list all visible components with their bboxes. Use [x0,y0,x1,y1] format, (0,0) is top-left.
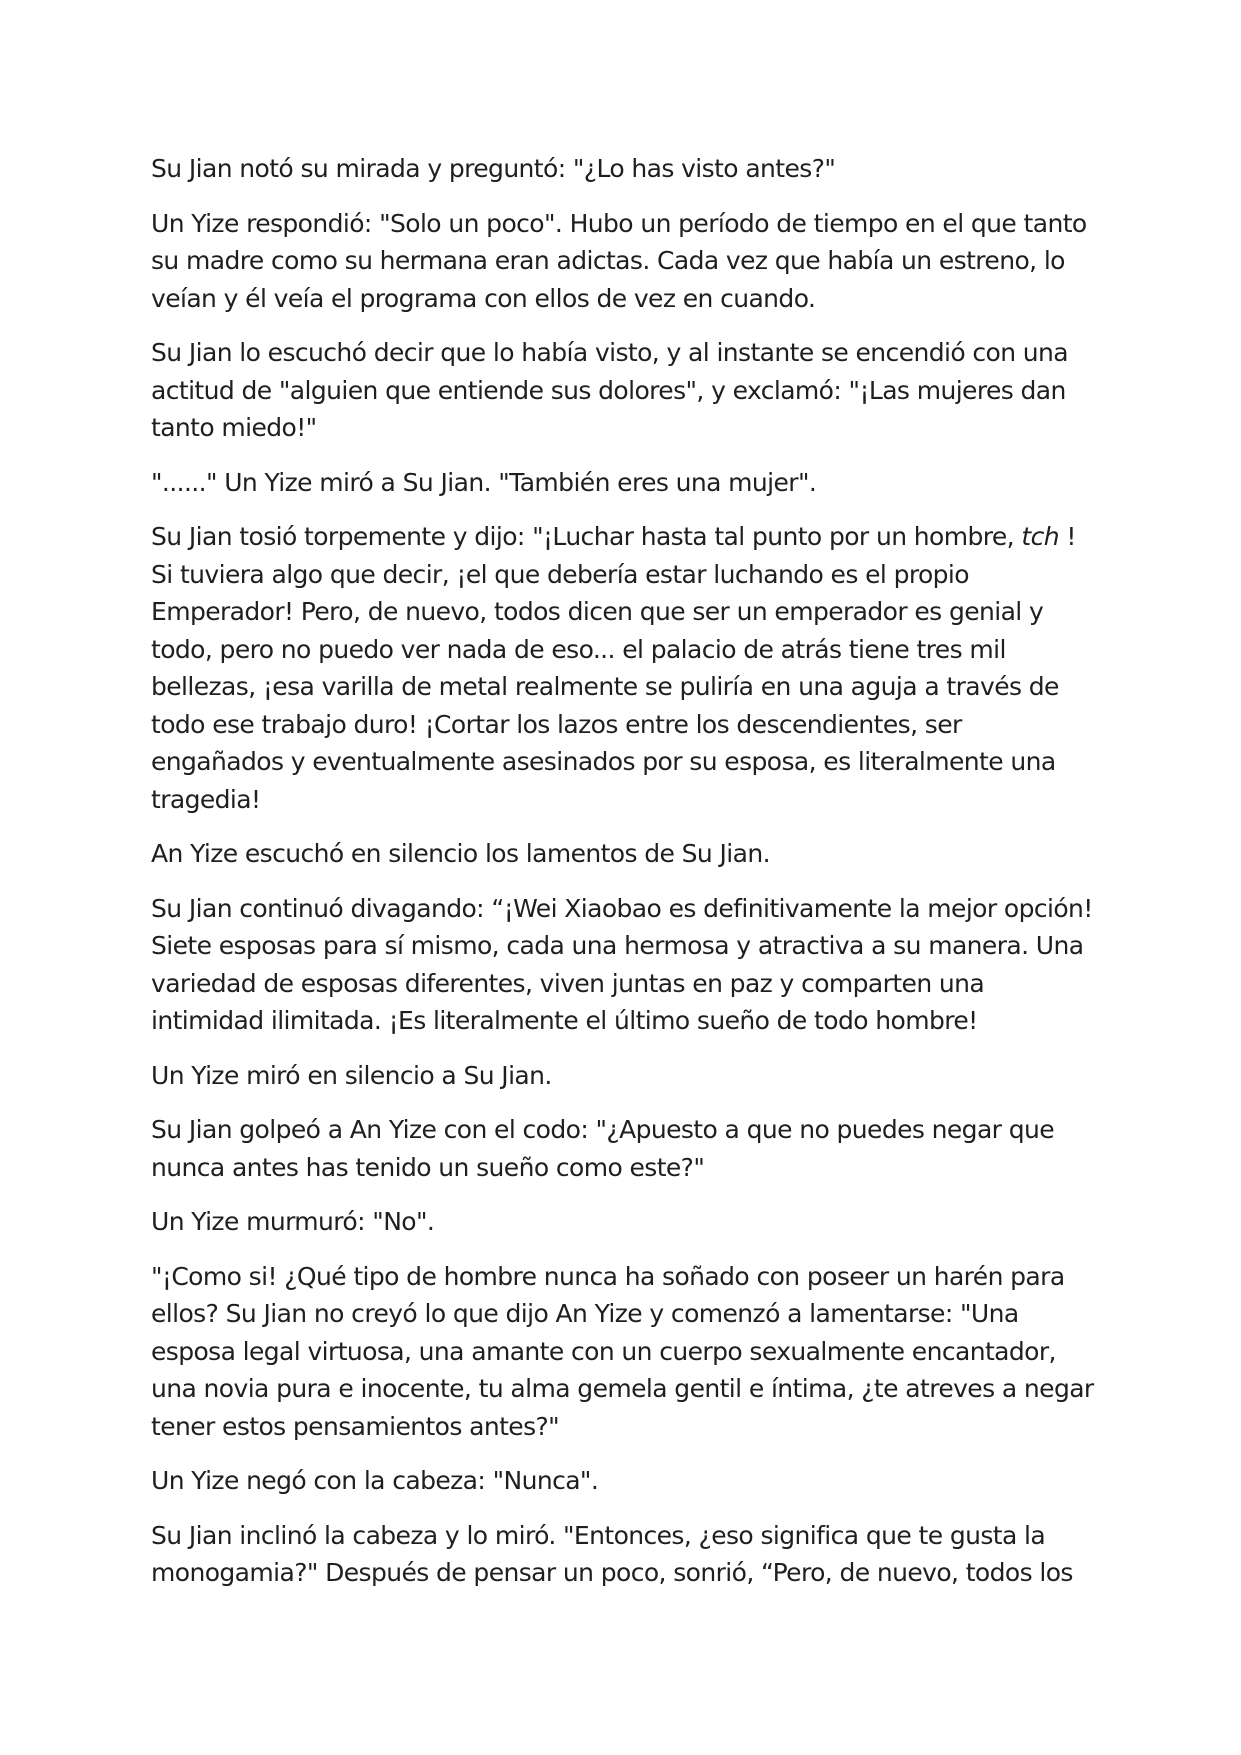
paragraph: Su Jian golpeó a An Yize con el codo: "¿Apuesto a que no puedes negar que nunca antes has tenido un sueño como este?" [151,1115,1054,1182]
paragraph: An Yize escuchó en silencio los lamentos de Su Jian. [151,839,770,868]
paragraph: Su Jian lo escuchó decir que lo había visto, y al instante se encendió con una actitud de "alguien que entiende sus dolores", y exclamó: "¡Las mujeres dan tanto miedo!" [151,338,1069,442]
paragraph: Un Yize murmuró: "No". [151,1207,435,1236]
paragraph: Un Yize respondió: "Solo un poco". Hubo un período de tiempo en el que tanto su madre como su hermana eran adictas. Cada vez que había un estreno, lo veían y él veía el programa con ellos de vez en cuando. [151,208,1087,313]
paragraph: Su Jian notó su mirada y preguntó: "¿Lo has visto antes?" [151,154,836,183]
paragraph: "¡Como si! ¿Qué tipo de hombre nunca ha soñado con poseer un harén para ellos? Su Jian no creyó lo que dijo An Yize y comenzó a lamentarse: "Una esposa legal virtuosa, una amante con un cuerpo sexualmente encantador, una novia pura e inocente, tu alma gemela gentil e íntima, ¿te atreves a negar tener estos pensamientos antes?" [151,1261,1094,1441]
paragraph-text: ! Si tuviera algo que decir, ¡el que debería estar luchando es el propio Emperador! Pero, de nuevo, todos dicen que ser un emperador es genial y todo, pero no puedo ver nada de eso... el palacio de atrás tiene tres mil bellezas, ¡esa varilla de metal realmente se puliría en una aguja a través de todo ese trabajo duro! ¡Cortar los lazos entre los descendientes, ser engañados y eventualmente asesinados por su esposa, es literalmente una tragedia! [151,522,1076,814]
paragraph: Su Jian continuó divagando: “¡Wei Xiaobao es definitivamente la mejor opción! Siete esposas para sí mismo, cada una hermosa y atractiva a su manera. Una variedad de esposas diferentes, viven juntas en paz y comparten una intimidad ilimitada. ¡Es literalmente el último sueño de todo hombre! [151,893,1093,1035]
paragraph: Un Yize miró en silencio a Su Jian. [151,1060,552,1090]
document-body [151,150,1096,1609]
paragraph: Un Yize negó con la cabeza: "Nunca". [151,1466,599,1495]
paragraph [151,518,1096,818]
paragraph: "......" Un Yize miró a Su Jian. "También eres una mujer". [151,467,817,497]
italic-interjection: tch [1021,522,1059,551]
paragraph: Su Jian inclinó la cabeza y lo miró. "Entonces, ¿eso significa que te gusta la monogamia?" Después de pensar un poco, sonrió, “Pero, de nuevo, todos los [151,1520,1073,1587]
paragraph-text: Su Jian tosió torpemente y dijo: "¡Luchar hasta tal punto por un hombre, [151,522,1022,551]
